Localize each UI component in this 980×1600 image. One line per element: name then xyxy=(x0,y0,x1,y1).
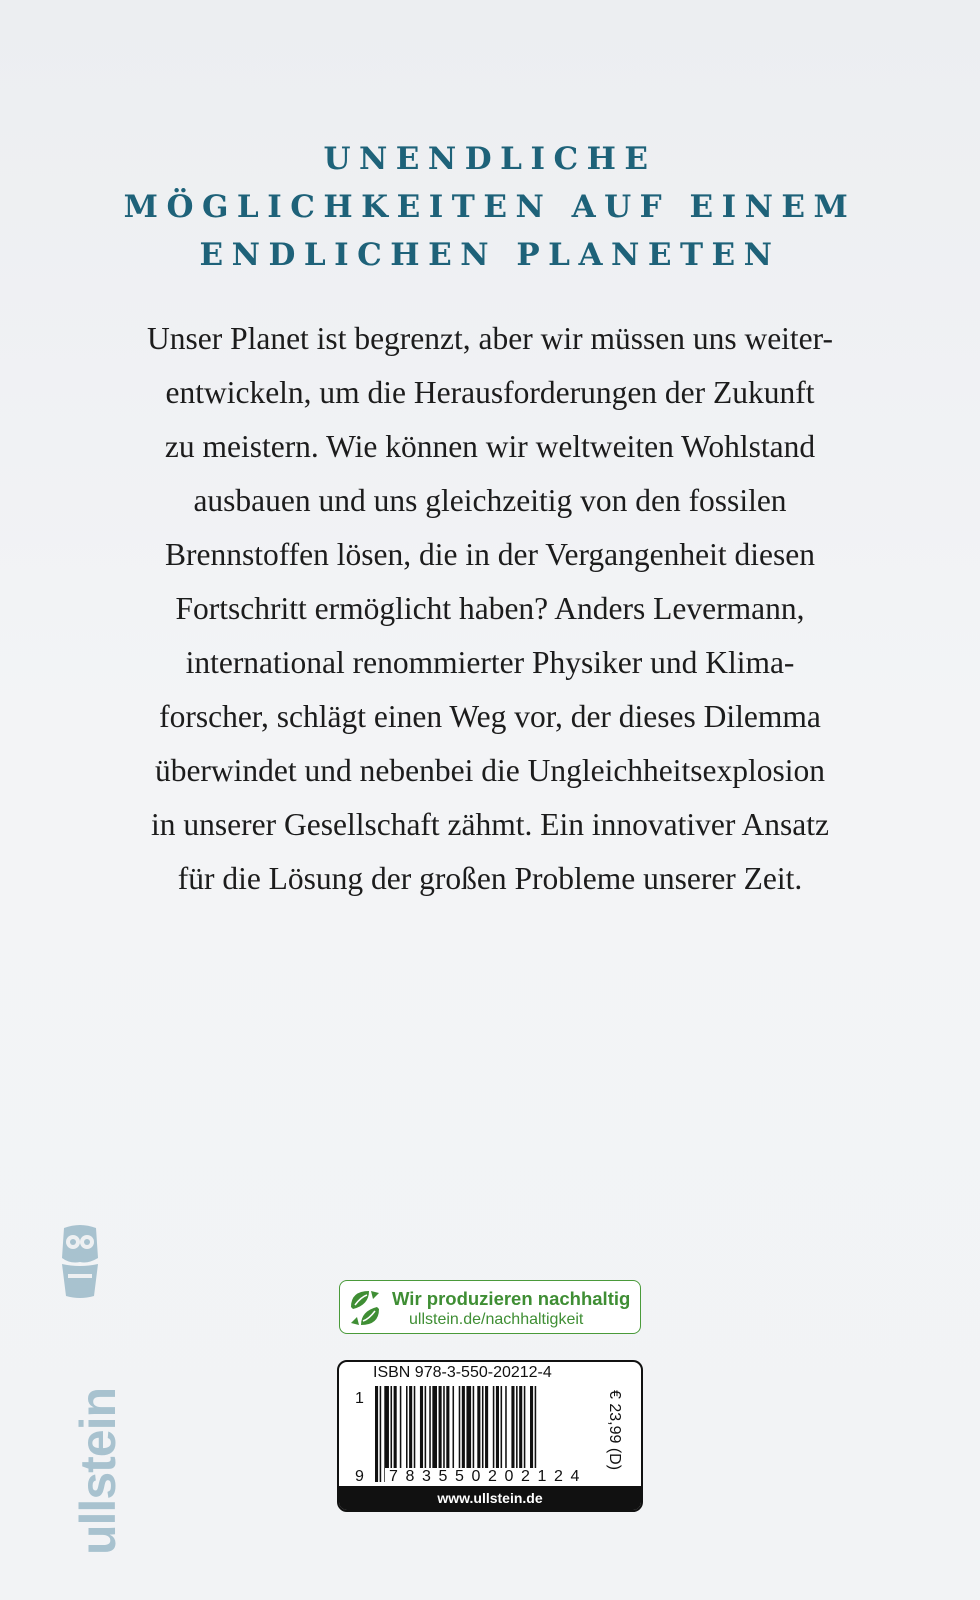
sustainability-url: ullstein.de/nachhaltigkeit xyxy=(409,1311,584,1328)
publisher-logo-text: ullstein xyxy=(70,1387,126,1555)
barcode-bar xyxy=(375,1386,378,1482)
barcode-lead-digit-top: 1 xyxy=(355,1390,364,1407)
price-label: € 23,99 (D) xyxy=(606,1390,623,1471)
barcode-lead-digit-bottom: 9 xyxy=(355,1468,364,1485)
isbn-number: ISBN 978-3-550-20212-4 xyxy=(373,1364,552,1381)
headline-line-2: MÖGLICHKEITEN AUF EINEM xyxy=(123,189,857,225)
blurb-line: zu meistern. Wie können wir weltweiten Wohlstand xyxy=(164,429,816,464)
blurb-line: international renommierter Physiker und Klima- xyxy=(185,645,795,680)
blurb-text xyxy=(0,312,980,906)
blurb-line: Fortschritt ermöglicht haben? Anders Levermann, xyxy=(175,591,805,626)
blurb-line: Unser Planet ist begrenzt, aber wir müssen uns weiter- xyxy=(146,321,834,356)
sustainability-title: Wir produzieren nachhaltig xyxy=(392,1288,631,1309)
cover-headline xyxy=(0,135,980,279)
publisher-website: www.ullstein.de xyxy=(339,1486,641,1510)
barcode-digits: 783550202124 xyxy=(385,1468,589,1486)
blurb-line: Brennstoffen lösen, die in der Vergangenheit diesen xyxy=(165,537,815,572)
barcode-bar xyxy=(380,1386,382,1482)
headline-line-1: UNENDLICHE xyxy=(323,141,657,177)
headline-line-3: ENDLICHEN PLANETEN xyxy=(199,237,781,273)
blurb-line: für die Lösung der großen Probleme unserer Zeit. xyxy=(177,861,803,896)
blurb-line: überwindet und nebenbei die Ungleichheitsexplosion xyxy=(154,753,826,788)
blurb-line: ausbauen und uns gleichzeitig von den fossilen xyxy=(193,483,787,518)
isbn-barcode xyxy=(337,1360,643,1512)
leaf-recycle-icon xyxy=(345,1287,385,1329)
blurb-line: in unserer Gesellschaft zähmt. Ein innovativer Ansatz xyxy=(151,807,829,842)
owl-icon xyxy=(58,1224,102,1300)
blurb-line: entwickeln, um die Herausforderungen der Zukunft xyxy=(165,375,815,410)
sustainability-badge xyxy=(339,1280,641,1334)
blurb-line: forscher, schlägt einen Weg vor, der dieses Dilemma xyxy=(159,699,821,734)
